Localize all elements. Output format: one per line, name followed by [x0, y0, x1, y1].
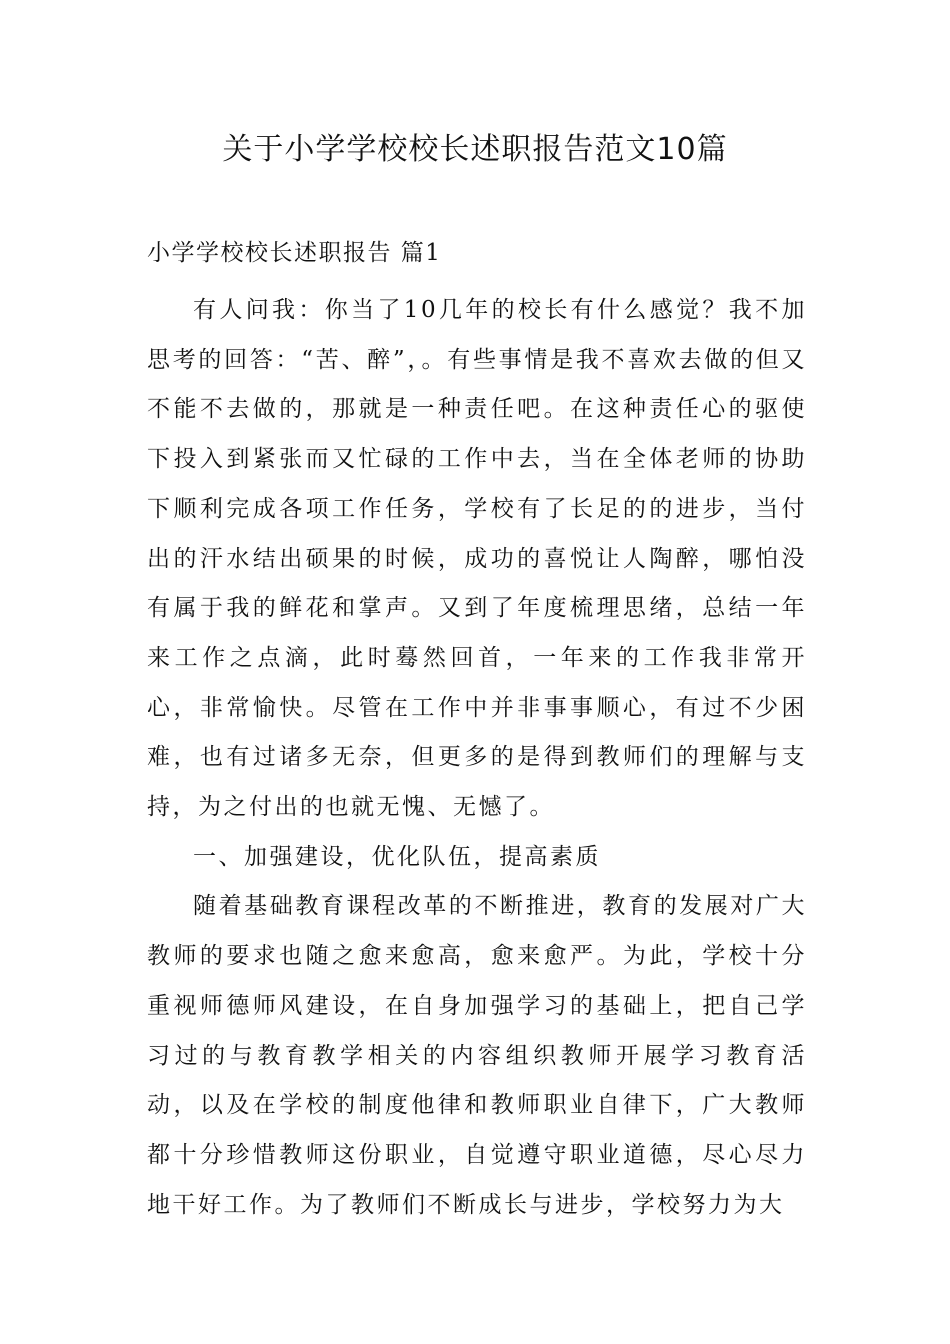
body-paragraph: 有人问我：你当了10几年的校长有什么感觉？我不加思考的回答：“苦、醉”，。有些事情是我不喜欢去做的但又不能不去做的，那就是一种责任吧。在这种责任心的驱使下投入到紧张而又忙碌的工作中去，当在全体老师的协助下顺利完成各项工作任务，学校有了长足的的进步，当付出的汗水结出硕果的时候，成功的喜悦让人陶醉，哪怕没有属于我的鲜花和掌声。又到了年度梳理思绪，总结一年来工作之点滴，此时蓦然回首，一年来的工作我非常开心，非常愉快。尽管在工作中并非事事顺心，有过不少困难，也有过诸多无奈，但更多的是得到教师们的理解与支持，为之付出的也就无愧、无憾了。 — [147, 297, 807, 821]
document-body — [147, 286, 807, 1230]
section-heading: 小学学校校长述职报告 篇1 — [147, 240, 442, 266]
document-title: 关于小学学校校长述职报告范文10篇 — [222, 132, 728, 167]
body-paragraph: 随着基础教育课程改革的不断推进，教育的发展对广大教师的要求也随之愈来愈高，愈来愈严。为此，学校十分重视师德师风建设，在自身加强学习的基础上，把自己学习过的与教育教学相关的内容组织教师开展学习教育活动，以及在学校的制度他律和教师职业自律下，广大教师都十分珍惜教师这份职业，自觉遵守职业道德，尽心尽力地干好工作。为了教师们不断成长与进步，学校努力为大 — [147, 893, 807, 1218]
subsection-heading: 一、加强建设，优化队伍，提高素质 — [193, 843, 601, 870]
